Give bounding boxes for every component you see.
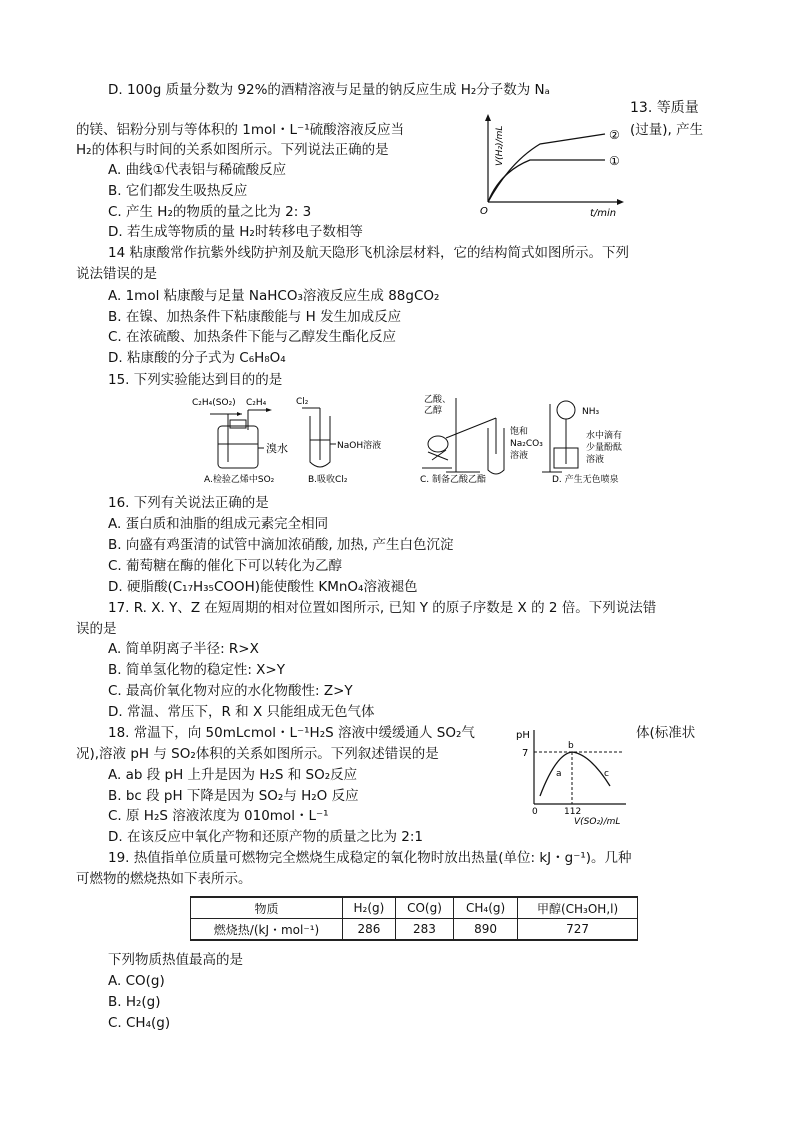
q14-option-c: C. 在浓硫酸、加热条件下能与乙醇发生酯化反应 [108, 329, 397, 345]
q14-option-d: D. 粘康酸的分子式为 C₆H₈O₄ [108, 350, 286, 366]
apparatus-b [296, 397, 381, 485]
cell-co: 283 [395, 919, 453, 941]
q17-stem-line1: 17. R. X. Y、Z 在短周期的相对位置如图所示, 已知 Y 的原子序数是 X 的 2 倍。下列说法错 [108, 600, 657, 616]
curve-1 [488, 160, 605, 202]
y-label: pH [516, 730, 530, 741]
combustion-heat-table [190, 896, 638, 941]
curve-2-label: ② [609, 128, 620, 142]
q13-option-d: D. 若生成等物质的量 H₂时转移电子数相等 [108, 224, 363, 240]
cell-methanol: 727 [518, 919, 638, 941]
caption-a: A.检验乙烯中SO₂ [204, 475, 275, 485]
q12-option-d: D. 100g 质量分数为 92%的酒精溶液与足量的钠反应生成 H₂分子数为 Nₐ [108, 82, 550, 98]
svg-text:a: a [556, 769, 562, 779]
q17-option-a: A. 简单阴离子半径: R>X [108, 641, 259, 657]
q15-stem: 15. 下列实验能达到目的的是 [108, 372, 283, 388]
q19-stem-line1: 19. 热值指单位质量可燃物完全燃烧生成稳定的氧化物时放出热量(单位: kJ・g⁻¹)。几种 [108, 850, 632, 866]
svg-text:C₂H₄(SO₂): C₂H₄(SO₂) [192, 398, 236, 408]
tick-112: 112 [564, 807, 582, 817]
origin-label: O [480, 206, 488, 217]
svg-text:少量酚酞: 少量酚酞 [586, 443, 623, 453]
q14-option-b: B. 在镍、加热条件下粘康酸能与 H 发生加成反应 [108, 309, 402, 325]
table-row [191, 919, 638, 941]
q15-apparatus-figure [190, 392, 640, 487]
apparatus-a [192, 398, 288, 485]
svg-text:乙酸、: 乙酸、 [424, 395, 452, 405]
q19-option-b: B. H₂(g) [108, 994, 161, 1010]
q19-option-a: A. CO(g) [108, 973, 165, 989]
svg-text:b: b [568, 741, 574, 751]
q17-stem-line2: 误的是 [76, 621, 117, 637]
origin-label: 0 [532, 807, 538, 817]
q19-option-c: C. CH₄(g) [108, 1015, 171, 1031]
q16-option-c: C. 葡萄糖在酶的催化下可以转化为乙醇 [108, 558, 343, 574]
q14-option-a: A. 1mol 粘康酸与足量 NaHCO₃溶液反应生成 88gCO₂ [108, 288, 440, 304]
q18-stem-line1-end: 体(标准状 [636, 725, 696, 741]
q13-number: 13. 等质量 [630, 100, 699, 116]
q19-stem-line2: 可燃物的燃烧热如下表所示。 [76, 871, 252, 887]
q14-stem-line2: 说法错误的是 [76, 266, 157, 282]
svg-text:Na₂CO₃: Na₂CO₃ [510, 439, 543, 449]
x-label: t/min [590, 208, 617, 219]
q18-option-c: C. 原 H₂S 溶液浓度为 010mol・L⁻¹ [108, 808, 329, 824]
header-ch4: CH₄(g) [454, 897, 518, 919]
q16-stem: 16. 下列有关说法正确的是 [108, 495, 269, 511]
apparatus-c [420, 393, 543, 485]
caption-c: C. 制备乙酸乙酯 [420, 475, 487, 485]
svg-text:水中滴有: 水中滴有 [586, 431, 623, 441]
row-label: 燃烧热/(kJ・mol⁻¹) [191, 919, 343, 941]
cell-h2: 286 [342, 919, 395, 941]
q13-option-c: C. 产生 H₂的物质的量之比为 2: 3 [108, 204, 312, 220]
q17-option-d: D. 常温、常压下，R 和 X 只能组成无色气体 [108, 704, 375, 720]
svg-text:C₂H₄: C₂H₄ [246, 398, 267, 408]
svg-text:Cl₂: Cl₂ [296, 397, 309, 407]
curve-1-label: ① [609, 154, 620, 168]
header-methanol: 甲醇(CH₃OH,l) [518, 897, 638, 919]
header-substance: 物质 [191, 897, 343, 919]
q16-option-d: D. 硬脂酸(C₁₇H₃₅COOH)能使酸性 KMnO₄溶液褪色 [108, 579, 418, 595]
caption-b: B.吸收Cl₂ [308, 475, 348, 485]
svg-text:c: c [604, 769, 609, 779]
q13-stem-line1-end: (过量), 产生 [630, 122, 704, 138]
q13-graph [470, 112, 630, 220]
q18-stem-line2: 况),溶液 pH 与 SO₂体积的关系如图所示。下列叙述错误的是 [76, 746, 439, 762]
q17-option-b: B. 简单氢化物的稳定性: X>Y [108, 662, 285, 678]
table-header-row [191, 897, 638, 919]
q16-option-b: B. 向盛有鸡蛋清的试管中滴加浓硝酸, 加热, 产生白色沉淀 [108, 537, 454, 553]
caption-d: D. 产生无色喷泉 [552, 475, 619, 485]
svg-text:饱和: 饱和 [510, 427, 529, 437]
q19-prompt: 下列物质热值最高的是 [108, 952, 243, 968]
q14-stem-line1: 14 粘康酸常作抗紫外线防护剂及航天隐形飞机涂层材料，它的结构简式如图所示。下列 [108, 245, 629, 261]
q13-stem-line2: H₂的体积与时间的关系如图所示。下列说法正确的是 [76, 142, 389, 158]
q18-graph [512, 726, 630, 826]
curve-2 [488, 134, 605, 202]
x-label: V(SO₂)/mL [574, 817, 621, 826]
q17-option-c: C. 最高价氧化物对应的水化物酸性: Z>Y [108, 683, 353, 699]
ph-curve [540, 752, 610, 796]
q18-option-a: A. ab 段 pH 上升是因为 H₂S 和 SO₂反应 [108, 767, 358, 783]
q18-option-b: B. bc 段 pH 下降是因为 SO₂与 H₂O 反应 [108, 788, 359, 804]
header-co: CO(g) [395, 897, 453, 919]
q13-option-a: A. 曲线①代表铝与稀硫酸反应 [108, 162, 287, 178]
apparatus-d [542, 401, 622, 485]
q16-option-a: A. 蛋白质和油脂的组成元素完全相同 [108, 516, 329, 532]
svg-text:溶液: 溶液 [510, 451, 529, 461]
svg-text:NH₃: NH₃ [582, 407, 600, 417]
q18-stem-line1: 18. 常温下，向 50mLcmol・L⁻¹H₂S 溶液中缓缓通人 SO₂气 [108, 725, 475, 741]
svg-text:乙醇: 乙醇 [424, 406, 443, 416]
header-h2: H₂(g) [342, 897, 395, 919]
q18-option-d: D. 在该反应中氧化产物和还原产物的质量之比为 2:1 [108, 829, 423, 845]
svg-text:NaOH溶液: NaOH溶液 [337, 441, 382, 451]
tick-7: 7 [522, 748, 529, 759]
q13-stem-line1: 的镁、铝粉分别与等体积的 1mol・L⁻¹硫酸溶液反应当 [76, 122, 405, 138]
svg-text:溶液: 溶液 [586, 455, 605, 465]
cell-ch4: 890 [454, 919, 518, 941]
y-label: V(H₂)/mL [495, 125, 505, 166]
svg-text:溴水: 溴水 [266, 442, 288, 455]
q13-option-b: B. 它们都发生吸热反应 [108, 183, 248, 199]
